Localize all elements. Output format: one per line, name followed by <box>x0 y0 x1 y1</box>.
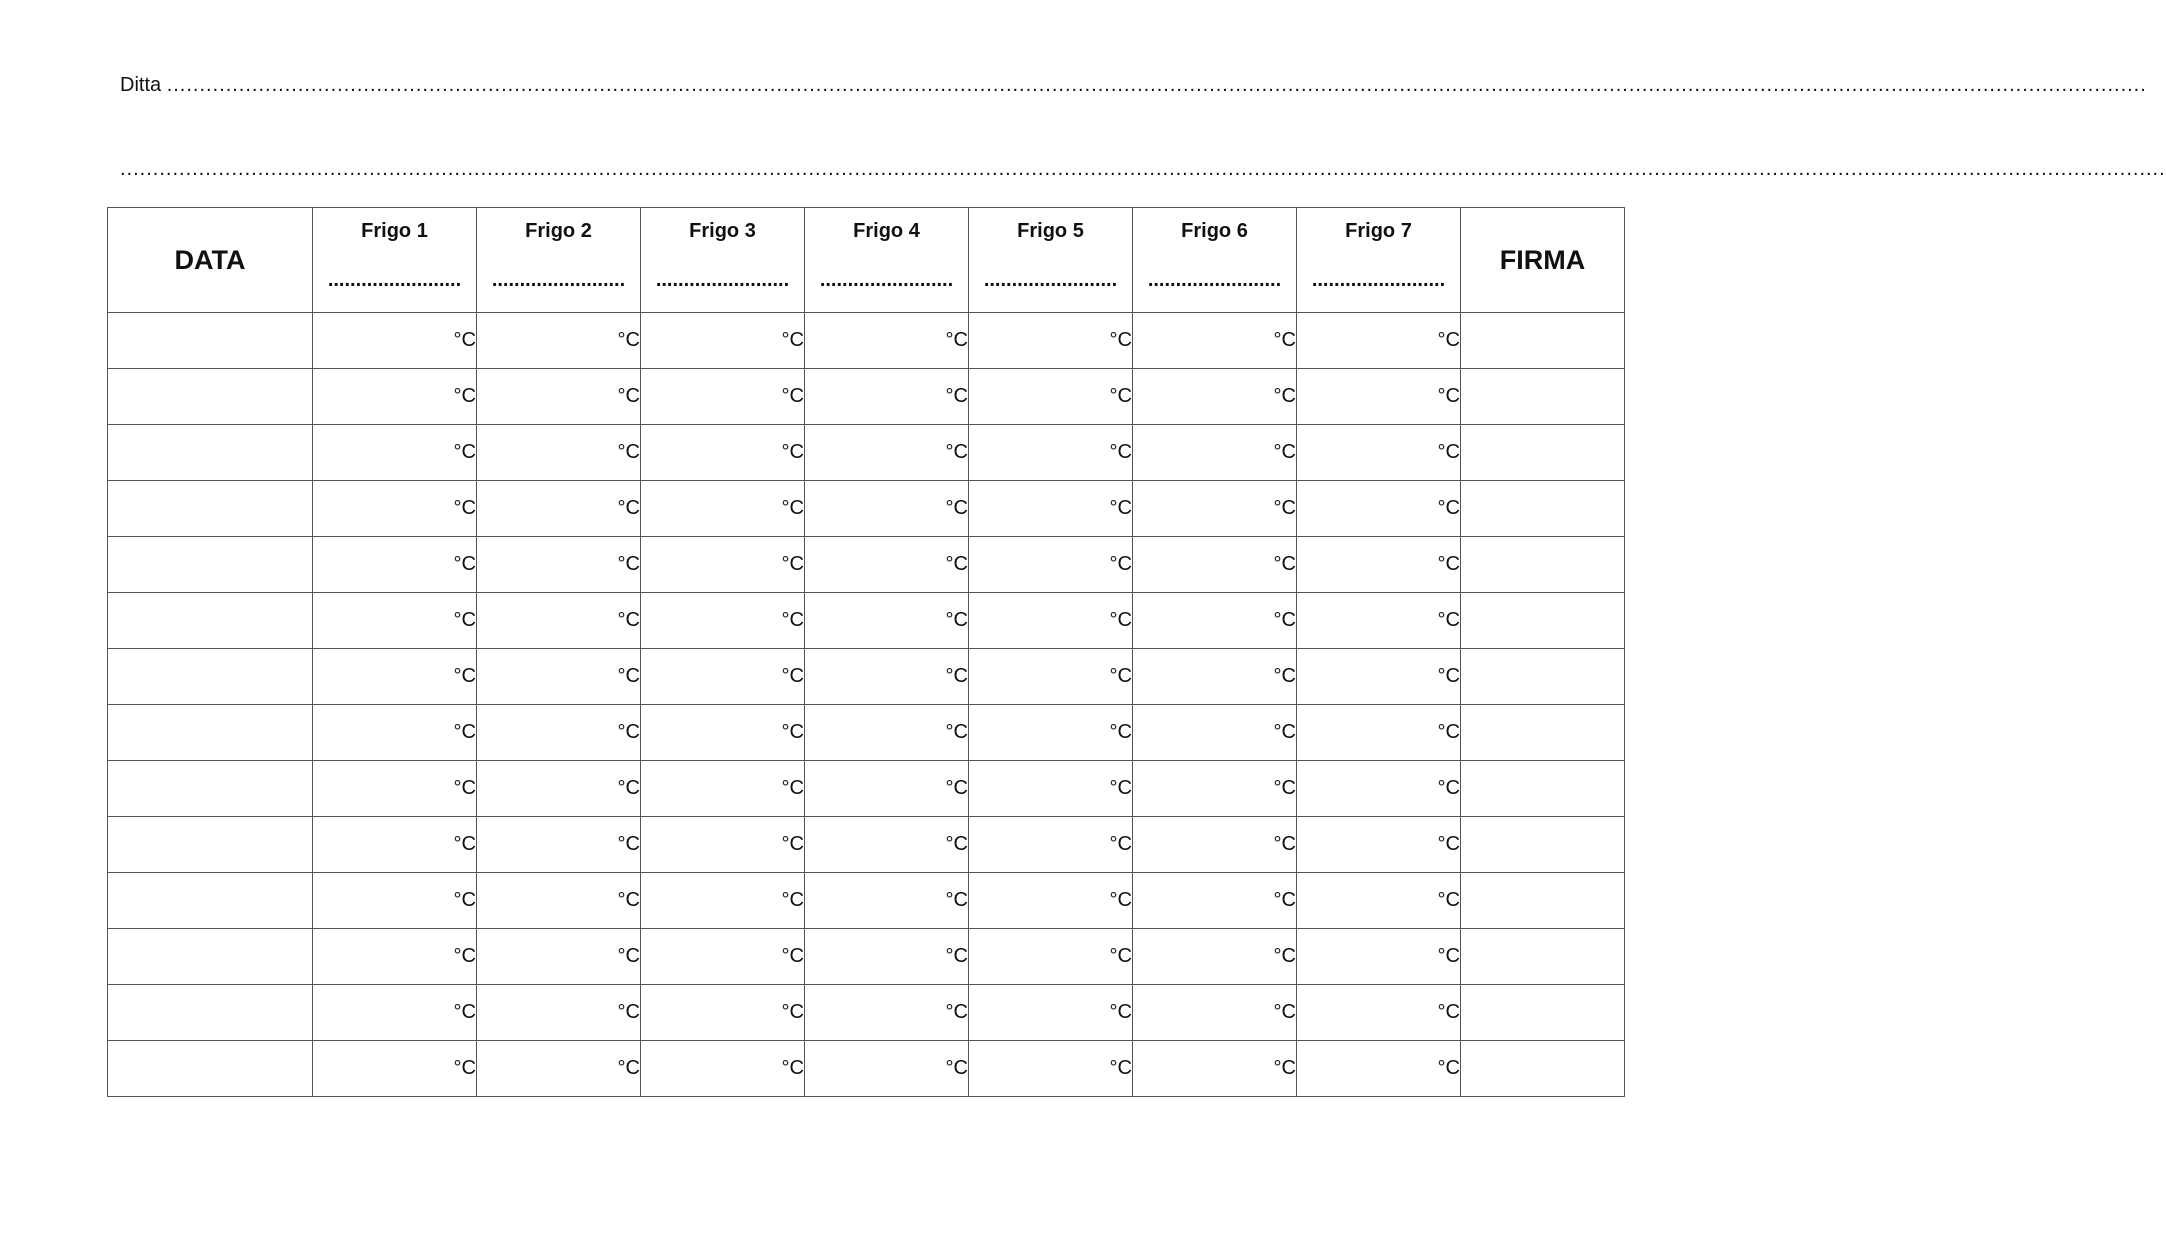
temperature-unit: °C <box>945 553 968 575</box>
temperature-unit: °C <box>1273 497 1296 519</box>
temperature-cell[interactable] <box>477 929 641 985</box>
temperature-cell[interactable] <box>1133 929 1297 985</box>
temperature-cell[interactable] <box>1133 985 1297 1041</box>
temperature-cell[interactable] <box>805 593 969 649</box>
temperature-unit: °C <box>781 609 804 631</box>
temperature-unit: °C <box>1273 553 1296 575</box>
temperature-cell[interactable] <box>805 537 969 593</box>
temperature-unit: °C <box>1109 777 1132 799</box>
temperature-cell[interactable] <box>641 817 805 873</box>
temperature-unit: °C <box>781 329 804 351</box>
temperature-cell[interactable] <box>1297 873 1461 929</box>
fridge-header-label: Frigo 1 <box>361 220 428 242</box>
table-row <box>108 1041 1625 1097</box>
temperature-unit: °C <box>1437 777 1460 799</box>
temperature-cell[interactable] <box>641 705 805 761</box>
table-row <box>108 649 1625 705</box>
temperature-unit: °C <box>945 1057 968 1079</box>
temperature-unit: °C <box>617 1057 640 1079</box>
temperature-cell[interactable] <box>1297 1041 1461 1097</box>
address-fill-line[interactable]: ........................................................................................................................................................................................................................................................................................................................ <box>120 158 2166 180</box>
fridge-header <box>1297 208 1461 313</box>
temperature-unit: °C <box>1273 889 1296 911</box>
temperature-unit: °C <box>617 833 640 855</box>
temperature-unit: °C <box>453 609 476 631</box>
temperature-cell[interactable] <box>313 481 477 537</box>
temperature-cell[interactable] <box>641 873 805 929</box>
temperature-cell[interactable] <box>1133 593 1297 649</box>
temperature-cell[interactable] <box>805 761 969 817</box>
temperature-unit: °C <box>945 833 968 855</box>
temperature-unit: °C <box>453 553 476 575</box>
temperature-cell[interactable] <box>477 313 641 369</box>
temperature-cell[interactable] <box>1297 929 1461 985</box>
temperature-unit: °C <box>1273 609 1296 631</box>
temperature-cell[interactable] <box>477 649 641 705</box>
temperature-unit: °C <box>781 665 804 687</box>
temperature-cell[interactable] <box>805 649 969 705</box>
temperature-cell[interactable] <box>1133 817 1297 873</box>
temperature-unit: °C <box>617 329 640 351</box>
temperature-unit: °C <box>781 553 804 575</box>
fridge-header <box>641 208 805 313</box>
temperature-unit: °C <box>1273 777 1296 799</box>
temperature-unit: °C <box>781 721 804 743</box>
signature-cell[interactable] <box>1461 537 1625 593</box>
table-row <box>108 593 1625 649</box>
temperature-cell[interactable] <box>805 929 969 985</box>
temperature-unit: °C <box>1109 553 1132 575</box>
temperature-cell[interactable] <box>805 313 969 369</box>
temperature-cell[interactable] <box>805 1041 969 1097</box>
table-row <box>108 873 1625 929</box>
temperature-unit: °C <box>1109 329 1132 351</box>
date-cell[interactable] <box>108 593 313 649</box>
temperature-cell[interactable] <box>805 873 969 929</box>
temperature-cell[interactable] <box>641 369 805 425</box>
temperature-cell[interactable] <box>313 369 477 425</box>
temperature-log-table <box>107 207 1625 1097</box>
temperature-unit: °C <box>781 833 804 855</box>
fridge-header-label: Frigo 7 <box>1345 220 1412 242</box>
fridge-name-field[interactable]: ........................ <box>1311 269 1446 291</box>
temperature-unit: °C <box>1109 833 1132 855</box>
temperature-cell[interactable] <box>641 985 805 1041</box>
temperature-unit: °C <box>781 1001 804 1023</box>
signature-cell[interactable] <box>1461 313 1625 369</box>
header-row <box>108 208 1625 313</box>
fridge-header-label: Frigo 4 <box>853 220 920 242</box>
temperature-unit: °C <box>453 721 476 743</box>
log-body <box>108 313 1625 1097</box>
temperature-cell[interactable] <box>313 985 477 1041</box>
temperature-cell[interactable] <box>1297 817 1461 873</box>
temperature-cell[interactable] <box>969 761 1133 817</box>
temperature-cell[interactable] <box>313 649 477 705</box>
temperature-unit: °C <box>1437 441 1460 463</box>
temperature-unit: °C <box>453 441 476 463</box>
date-cell[interactable] <box>108 649 313 705</box>
temperature-unit: °C <box>453 1001 476 1023</box>
temperature-cell[interactable] <box>1133 705 1297 761</box>
temperature-cell[interactable] <box>641 929 805 985</box>
temperature-cell[interactable] <box>1133 537 1297 593</box>
table-row <box>108 817 1625 873</box>
temperature-cell[interactable] <box>1133 649 1297 705</box>
temperature-cell[interactable] <box>1133 873 1297 929</box>
temperature-cell[interactable] <box>969 929 1133 985</box>
temperature-unit: °C <box>1273 1057 1296 1079</box>
temperature-cell[interactable] <box>1297 537 1461 593</box>
temperature-cell[interactable] <box>805 481 969 537</box>
signature-cell[interactable] <box>1461 593 1625 649</box>
temperature-unit: °C <box>617 553 640 575</box>
temperature-cell[interactable] <box>805 369 969 425</box>
address-line <box>120 158 2166 188</box>
temperature-cell[interactable] <box>969 425 1133 481</box>
temperature-unit: °C <box>945 889 968 911</box>
temperature-unit: °C <box>781 1057 804 1079</box>
temperature-unit: °C <box>1273 721 1296 743</box>
temperature-unit: °C <box>453 1057 476 1079</box>
temperature-unit: °C <box>945 441 968 463</box>
ditta-line <box>120 74 2147 104</box>
temperature-cell[interactable] <box>1297 705 1461 761</box>
temperature-unit: °C <box>781 945 804 967</box>
temperature-unit: °C <box>945 329 968 351</box>
temperature-cell[interactable] <box>1297 313 1461 369</box>
temperature-cell[interactable] <box>1133 369 1297 425</box>
temperature-unit: °C <box>945 497 968 519</box>
temperature-unit: °C <box>1437 945 1460 967</box>
temperature-unit: °C <box>1273 385 1296 407</box>
date-cell[interactable] <box>108 1041 313 1097</box>
temperature-unit: °C <box>1109 441 1132 463</box>
date-cell[interactable] <box>108 817 313 873</box>
temperature-unit: °C <box>1273 329 1296 351</box>
signature-cell[interactable] <box>1461 985 1625 1041</box>
temperature-unit: °C <box>453 385 476 407</box>
temperature-cell[interactable] <box>477 873 641 929</box>
temperature-unit: °C <box>781 889 804 911</box>
fridge-header-label: Frigo 5 <box>1017 220 1084 242</box>
temperature-cell[interactable] <box>477 425 641 481</box>
temperature-unit: °C <box>1437 553 1460 575</box>
fridge-header <box>477 208 641 313</box>
temperature-cell[interactable] <box>313 705 477 761</box>
temperature-cell[interactable] <box>969 369 1133 425</box>
signature-cell[interactable] <box>1461 817 1625 873</box>
temperature-unit: °C <box>1437 1001 1460 1023</box>
temperature-unit: °C <box>1437 385 1460 407</box>
temperature-unit: °C <box>617 777 640 799</box>
temperature-cell[interactable] <box>313 425 477 481</box>
fridge-name-field[interactable]: ........................ <box>655 269 790 291</box>
temperature-unit: °C <box>1437 497 1460 519</box>
temperature-cell[interactable] <box>313 313 477 369</box>
temperature-cell[interactable] <box>969 817 1133 873</box>
temperature-cell[interactable] <box>477 369 641 425</box>
temperature-cell[interactable] <box>641 481 805 537</box>
temperature-cell[interactable] <box>1133 761 1297 817</box>
date-cell[interactable] <box>108 873 313 929</box>
temperature-unit: °C <box>781 777 804 799</box>
temperature-unit: °C <box>1437 1057 1460 1079</box>
temperature-unit: °C <box>453 329 476 351</box>
temperature-unit: °C <box>1437 833 1460 855</box>
temperature-unit: °C <box>1437 329 1460 351</box>
signature-cell[interactable] <box>1461 873 1625 929</box>
temperature-cell[interactable] <box>1297 425 1461 481</box>
temperature-cell[interactable] <box>1133 481 1297 537</box>
temperature-unit: °C <box>453 833 476 855</box>
temperature-unit: °C <box>1109 889 1132 911</box>
temperature-cell[interactable] <box>1133 313 1297 369</box>
fridge-header <box>1133 208 1297 313</box>
temperature-cell[interactable] <box>313 761 477 817</box>
fridge-name-field[interactable]: ........................ <box>1147 269 1282 291</box>
temperature-unit: °C <box>617 665 640 687</box>
temperature-unit: °C <box>1109 945 1132 967</box>
temperature-unit: °C <box>617 889 640 911</box>
temperature-cell[interactable] <box>313 929 477 985</box>
fridge-header <box>805 208 969 313</box>
fridge-name-field[interactable]: ........................ <box>983 269 1118 291</box>
temperature-unit: °C <box>1437 721 1460 743</box>
temperature-cell[interactable] <box>641 593 805 649</box>
temperature-cell[interactable] <box>969 1041 1133 1097</box>
fridge-name-field[interactable]: ........................ <box>327 269 462 291</box>
firma-column-header: FIRMA <box>1461 208 1625 313</box>
temperature-cell[interactable] <box>313 817 477 873</box>
table-row <box>108 929 1625 985</box>
fridge-header <box>313 208 477 313</box>
temperature-cell[interactable] <box>1297 985 1461 1041</box>
temperature-cell[interactable] <box>805 705 969 761</box>
temperature-cell[interactable] <box>477 593 641 649</box>
date-cell[interactable] <box>108 537 313 593</box>
fridge-header-label: Frigo 6 <box>1181 220 1248 242</box>
data-column-header: DATA <box>108 208 313 313</box>
date-cell[interactable] <box>108 425 313 481</box>
temperature-unit: °C <box>1437 889 1460 911</box>
fridge-header-label: Frigo 3 <box>689 220 756 242</box>
signature-cell[interactable] <box>1461 1041 1625 1097</box>
temperature-unit: °C <box>945 665 968 687</box>
temperature-cell[interactable] <box>313 873 477 929</box>
temperature-cell[interactable] <box>477 481 641 537</box>
temperature-unit: °C <box>781 385 804 407</box>
date-cell[interactable] <box>108 313 313 369</box>
temperature-unit: °C <box>453 889 476 911</box>
date-cell[interactable] <box>108 985 313 1041</box>
temperature-unit: °C <box>1109 1001 1132 1023</box>
fridge-header <box>969 208 1133 313</box>
temperature-cell[interactable] <box>1297 649 1461 705</box>
signature-cell[interactable] <box>1461 705 1625 761</box>
table-row <box>108 369 1625 425</box>
temperature-cell[interactable] <box>969 537 1133 593</box>
temperature-cell[interactable] <box>477 817 641 873</box>
temperature-unit: °C <box>1109 721 1132 743</box>
temperature-cell[interactable] <box>477 537 641 593</box>
ditta-fill-line[interactable]: .............................................................................................................................................................................................................................................................................................................. <box>166 74 2147 96</box>
temperature-unit: °C <box>945 777 968 799</box>
temperature-unit: °C <box>617 441 640 463</box>
temperature-cell[interactable] <box>1133 1041 1297 1097</box>
temperature-unit: °C <box>453 497 476 519</box>
temperature-cell[interactable] <box>1133 425 1297 481</box>
temperature-cell[interactable] <box>1297 369 1461 425</box>
temperature-unit: °C <box>945 945 968 967</box>
date-cell[interactable] <box>108 705 313 761</box>
temperature-unit: °C <box>1437 665 1460 687</box>
temperature-cell[interactable] <box>805 985 969 1041</box>
temperature-unit: °C <box>945 385 968 407</box>
fridge-header-label: Frigo 2 <box>525 220 592 242</box>
temperature-unit: °C <box>617 945 640 967</box>
temperature-unit: °C <box>617 609 640 631</box>
temperature-cell[interactable] <box>969 873 1133 929</box>
temperature-cell[interactable] <box>969 649 1133 705</box>
table-row <box>108 313 1625 369</box>
temperature-cell[interactable] <box>1297 761 1461 817</box>
temperature-cell[interactable] <box>313 1041 477 1097</box>
date-cell[interactable] <box>108 929 313 985</box>
temperature-unit: °C <box>1273 833 1296 855</box>
signature-cell[interactable] <box>1461 929 1625 985</box>
temperature-cell[interactable] <box>641 1041 805 1097</box>
date-cell[interactable] <box>108 481 313 537</box>
ditta-label: Ditta <box>120 74 162 96</box>
temperature-unit: °C <box>945 1001 968 1023</box>
temperature-unit: °C <box>453 945 476 967</box>
temperature-cell[interactable] <box>641 537 805 593</box>
temperature-unit: °C <box>781 497 804 519</box>
temperature-unit: °C <box>617 1001 640 1023</box>
temperature-unit: °C <box>1109 609 1132 631</box>
signature-cell[interactable] <box>1461 481 1625 537</box>
temperature-cell[interactable] <box>1297 481 1461 537</box>
temperature-cell[interactable] <box>641 649 805 705</box>
temperature-cell[interactable] <box>477 1041 641 1097</box>
temperature-unit: °C <box>617 385 640 407</box>
temperature-unit: °C <box>1273 1001 1296 1023</box>
date-cell[interactable] <box>108 761 313 817</box>
temperature-unit: °C <box>1109 665 1132 687</box>
temperature-cell[interactable] <box>477 705 641 761</box>
date-cell[interactable] <box>108 369 313 425</box>
signature-cell[interactable] <box>1461 425 1625 481</box>
temperature-unit: °C <box>781 441 804 463</box>
temperature-cell[interactable] <box>969 481 1133 537</box>
temperature-cell[interactable] <box>477 761 641 817</box>
temperature-cell[interactable] <box>805 425 969 481</box>
table-row <box>108 425 1625 481</box>
temperature-unit: °C <box>1437 609 1460 631</box>
temperature-cell[interactable] <box>969 705 1133 761</box>
temperature-unit: °C <box>453 777 476 799</box>
temperature-cell[interactable] <box>641 313 805 369</box>
signature-cell[interactable] <box>1461 369 1625 425</box>
temperature-unit: °C <box>1273 441 1296 463</box>
temperature-unit: °C <box>1273 665 1296 687</box>
temperature-cell[interactable] <box>1297 593 1461 649</box>
table-row <box>108 537 1625 593</box>
temperature-cell[interactable] <box>969 985 1133 1041</box>
temperature-cell[interactable] <box>313 593 477 649</box>
table-row <box>108 761 1625 817</box>
temperature-unit: °C <box>617 497 640 519</box>
temperature-unit: °C <box>1273 945 1296 967</box>
temperature-cell[interactable] <box>969 593 1133 649</box>
temperature-cell[interactable] <box>477 985 641 1041</box>
temperature-unit: °C <box>945 721 968 743</box>
table-row <box>108 985 1625 1041</box>
fridge-name-field[interactable]: ........................ <box>819 269 954 291</box>
temperature-cell[interactable] <box>313 537 477 593</box>
temperature-cell[interactable] <box>641 425 805 481</box>
temperature-unit: °C <box>1109 497 1132 519</box>
temperature-unit: °C <box>1109 385 1132 407</box>
signature-cell[interactable] <box>1461 761 1625 817</box>
signature-cell[interactable] <box>1461 649 1625 705</box>
fridge-name-field[interactable]: ........................ <box>491 269 626 291</box>
temperature-cell[interactable] <box>969 313 1133 369</box>
temperature-cell[interactable] <box>641 761 805 817</box>
temperature-unit: °C <box>617 721 640 743</box>
temperature-unit: °C <box>453 665 476 687</box>
table-row <box>108 481 1625 537</box>
table-row <box>108 705 1625 761</box>
temperature-unit: °C <box>945 609 968 631</box>
temperature-unit: °C <box>1109 1057 1132 1079</box>
temperature-cell[interactable] <box>805 817 969 873</box>
